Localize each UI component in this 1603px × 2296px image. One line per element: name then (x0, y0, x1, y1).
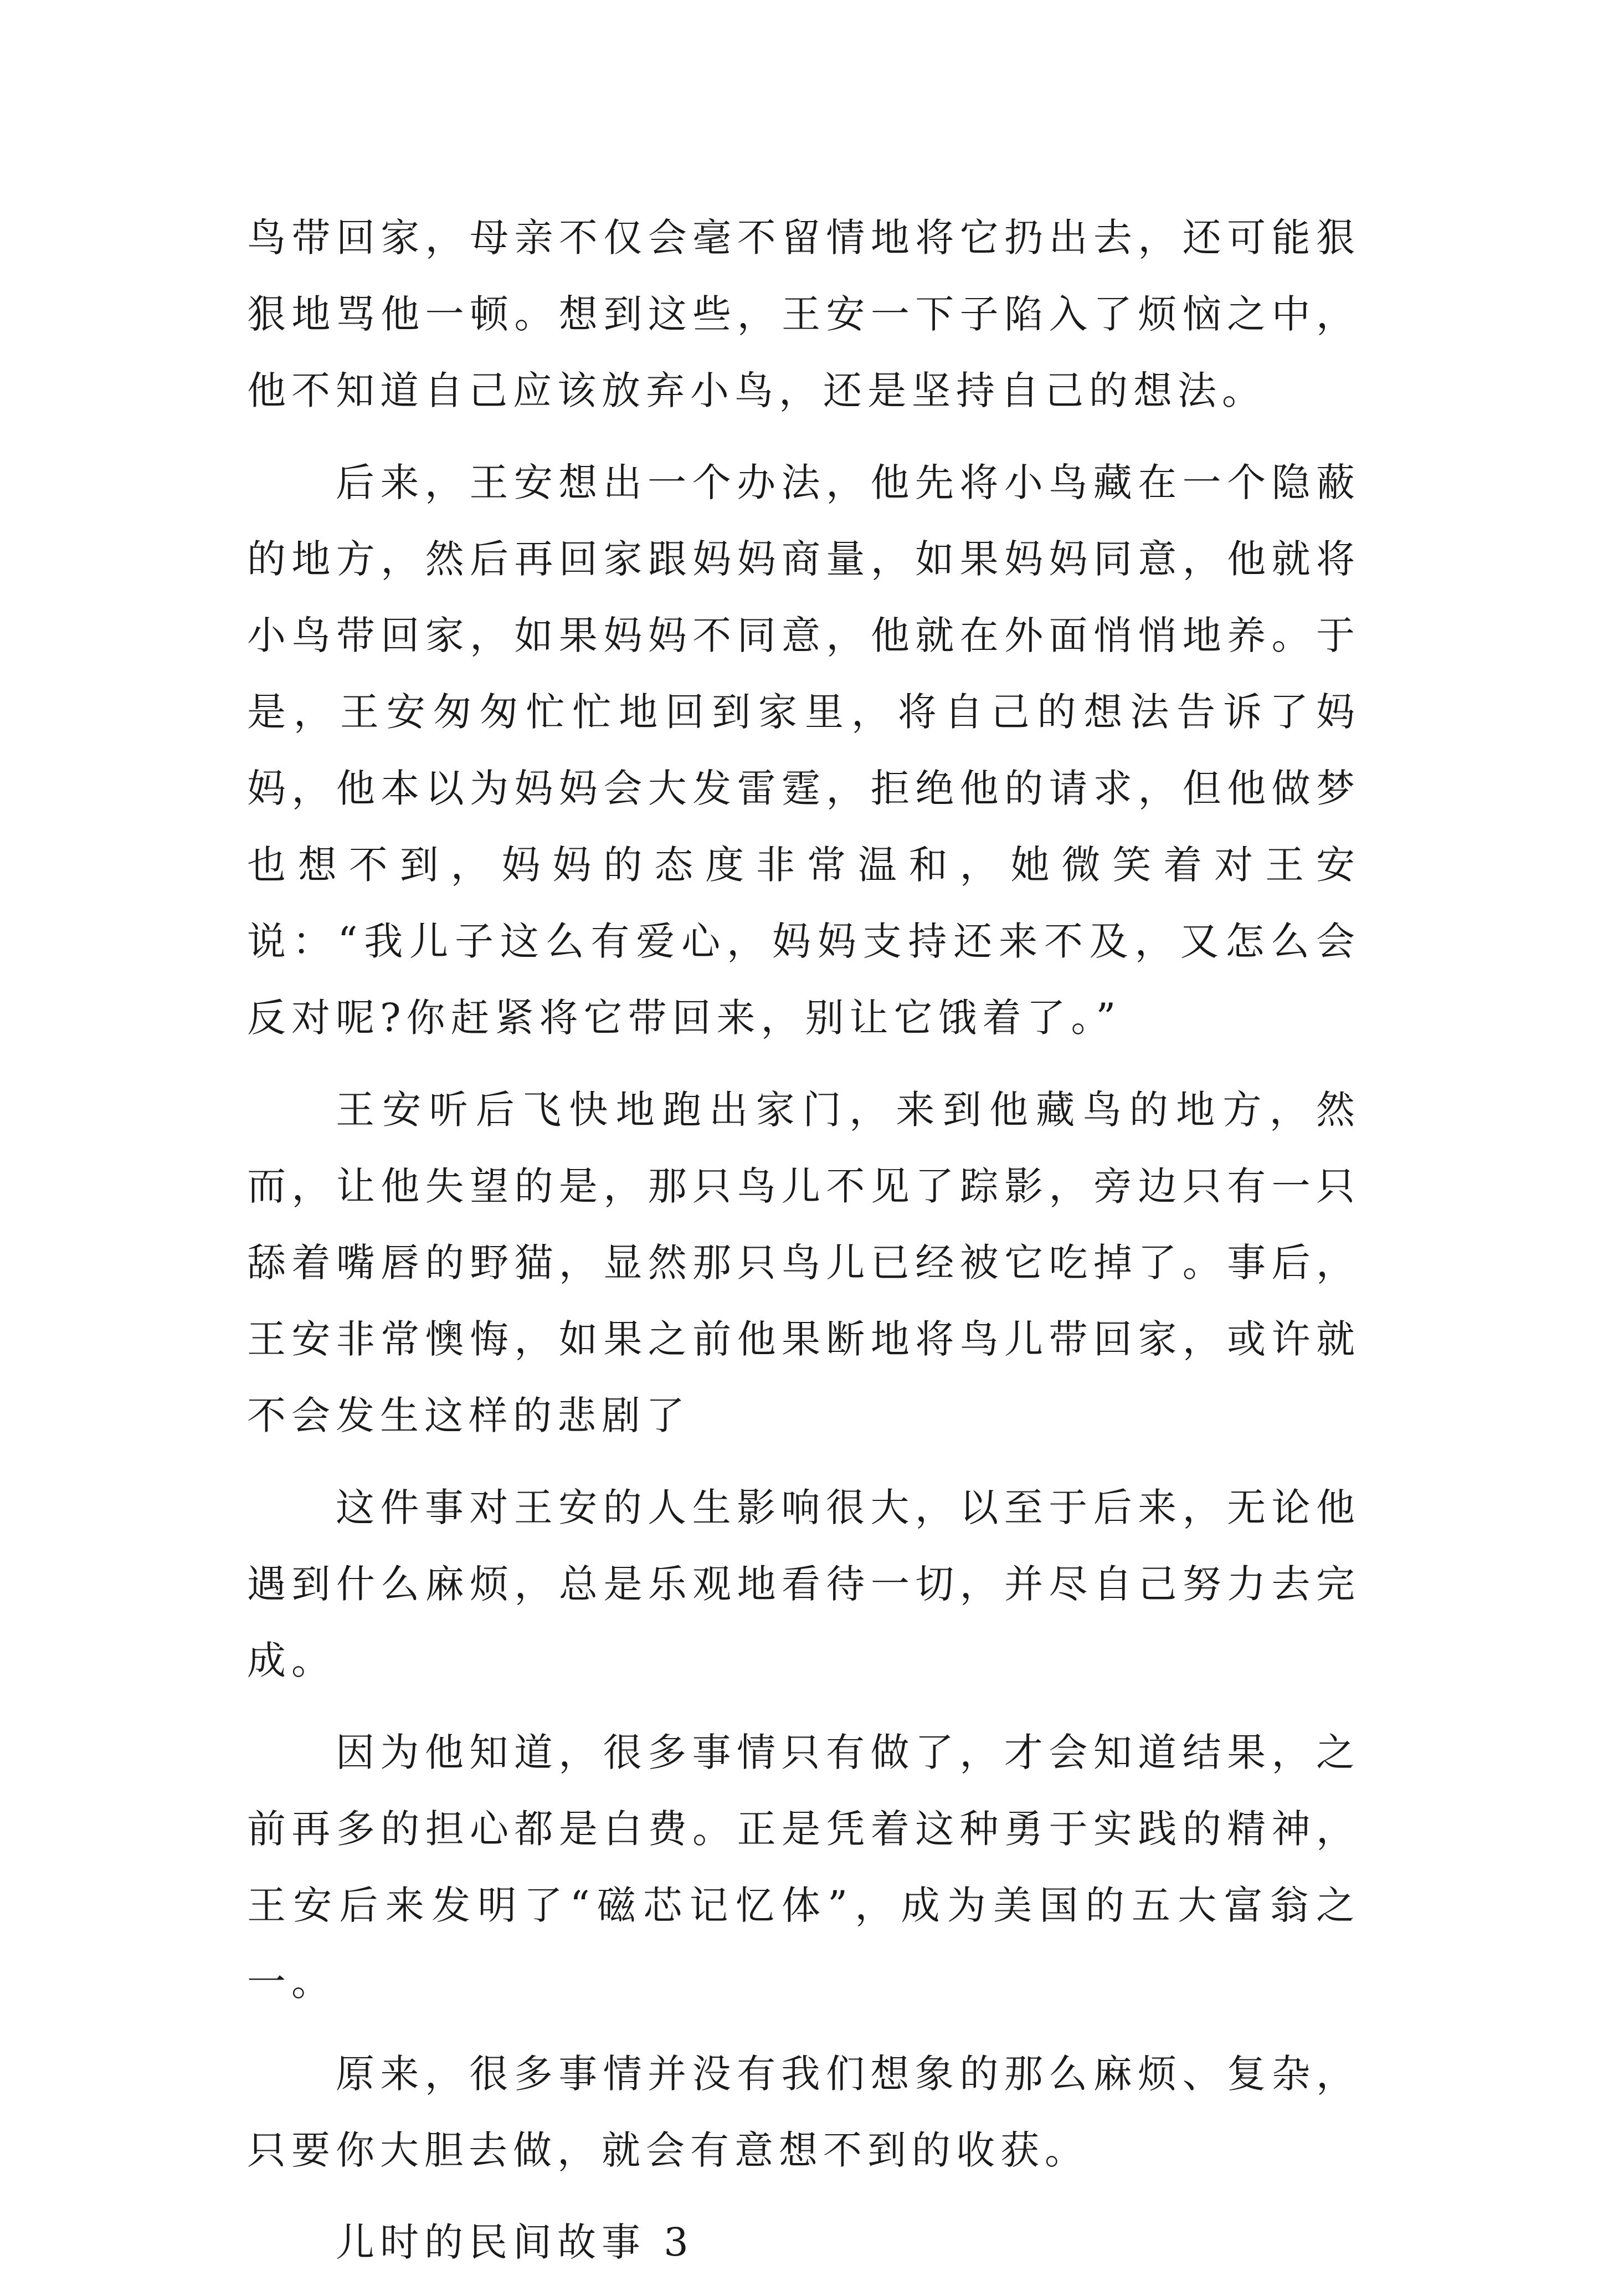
paragraph-3: 王安听后飞快地跑出家门，来到他藏鸟的地方，然而，让他失望的是，那只鸟儿不见了踪影，旁边只有一只舔着嘴唇的野猫，显然那只鸟儿已经被它吃掉了。事后，王安非常懊悔，如果之前他果断地将鸟儿带回家，或许就不会发生这样的悲剧了 (247, 1087, 1360, 1438)
document-body (247, 199, 1360, 2296)
section-heading: 儿时的民间故事 3 (336, 2220, 694, 2265)
paragraph-1: 鸟带回家，母亲不仅会毫不留情地将它扔出去，还可能狠狠地骂他一顿。想到这些，王安一下子陷入了烦恼之中，他不知道自己应该放弃小鸟，还是坚持自己的想法。 (247, 215, 1360, 413)
paragraph-2: 后来，王安想出一个办法，他先将小鸟藏在一个隐蔽的地方，然后再回家跟妈妈商量，如果妈妈同意，他就将小鸟带回家，如果妈妈不同意，他就在外面悄悄地养。于是，王安匆匆忙忙地回到家里，将自己的想法告诉了妈妈，他本以为妈妈会大发雷霆，拒绝他的请求，但他做梦也想不到，妈妈的态度非常温和，她微笑着对王安说：“我儿子这么有爱心，妈妈支持还来不及，又怎么会反对呢?你赶紧将它带回来，别让它饿着了。” (247, 460, 1360, 1041)
paragraph-6: 原来，很多事情并没有我们想象的那么麻烦、复杂，只要你大胆去做，就会有意想不到的收获。 (247, 2051, 1360, 2173)
paragraph-4: 这件事对王安的人生影响很大，以至于后来，无论他遇到什么麻烦，总是乐观地看待一切，并尽自己努力去完成。 (247, 1485, 1360, 1683)
paragraph-5: 因为他知道，很多事情只有做了，才会知道结果，之前再多的担心都是白费。正是凭着这种勇于实践的精神，王安后来发明了“磁芯记忆体”，成为美国的五大富翁之一。 (247, 1730, 1360, 2005)
